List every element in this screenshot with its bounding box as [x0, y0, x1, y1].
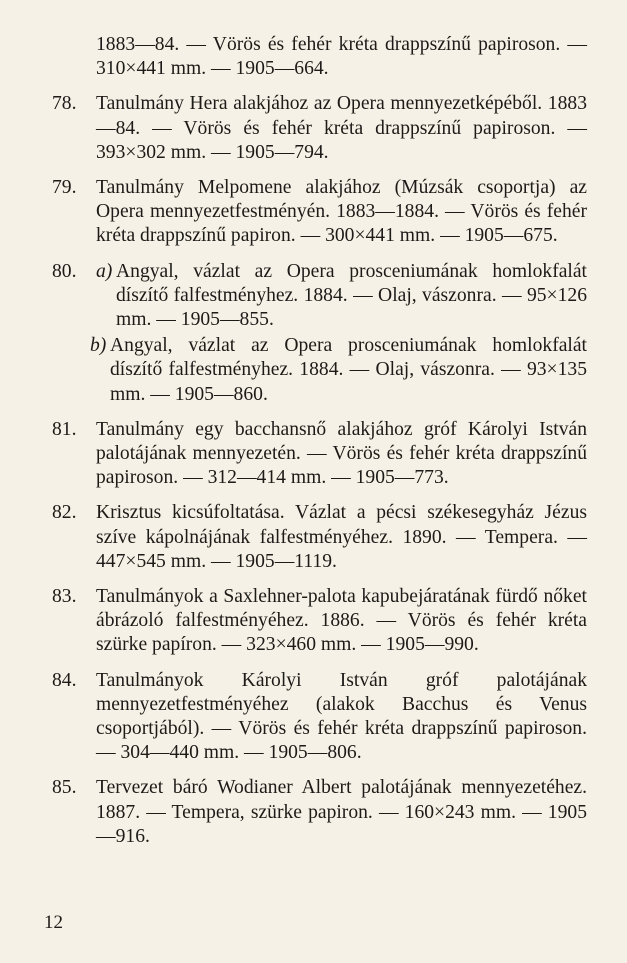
entry-text: Krisztus kicsúfoltatása. Vázlat a pécsi székesegyház Jézus szíve kápolnájának falfestményéhez. 1890. — Tempera. — 447×545 mm. — 1905—1119.	[96, 502, 587, 572]
sub-entry-b	[90, 334, 587, 407]
sub-entry-a	[96, 260, 587, 333]
entry-78	[52, 92, 587, 165]
entry-text: Tanulmány egy bacchansnő alakjához gróf Károlyi István palotájának mennyezetén. — Vörös és fehér kréta drappszínű papiroson. — 312—414 mm. — 1905—773.	[96, 418, 587, 489]
entry-85	[52, 776, 587, 849]
entry-text: Tanulmány Melpomene alakjához (Múzsák csoportja) az Opera mennyezetfestményén. 1883—1884. — Vörös és fehér kréta drappszínű papiron. — 300×441 mm. — 1905—675.	[96, 177, 587, 247]
catalog-text	[52, 33, 587, 860]
entry-number: 78.	[52, 93, 77, 115]
continued-entry-text: 1883—84. — Vörös és fehér kréta drappszínű papiroson. — 310×441 mm. — 1905—664.	[96, 34, 587, 80]
entry-text: Tanulmányok a Saxlehner-palota kapubejáratának fürdő nőket ábrázoló falfestményéhez. 1886. — Vörös és fehér kréta szürke papíron. — 323×460 mm. — 1905—990.	[96, 586, 587, 656]
entry-83	[52, 585, 587, 658]
continued-entry	[52, 33, 587, 81]
entry-number: 80.	[52, 260, 77, 282]
entry-text: Tanulmányok Károlyi István gróf palotájának mennyezetfestményéhez (alakok Bacchus és Venus csoportjából). — Vörös és fehér kréta drappszínű papiroson. — 304—440 mm. — 1905—806.	[96, 669, 587, 764]
entry-number: 84.	[52, 669, 77, 691]
entry-number: 83.	[52, 586, 77, 608]
entry-number: 79.	[52, 177, 77, 199]
sub-entry-text: Angyal, vázlat az Opera prosceniumának homlokfalát díszítő falfestményhez. 1884. — Olaj, vászonra. — 93×135 mm. — 1905—860.	[110, 335, 587, 405]
entry-81	[52, 418, 587, 491]
entry-80	[52, 260, 587, 407]
entry-text: Tanulmány Hera alakjához az Opera mennyezetképéből. 1883—84. — Vörös és fehér kréta drappszínű papiroson. — 393×302 mm. — 1905—794.	[96, 93, 587, 163]
sub-entry-text: Angyal, vázlat az Opera prosceniumának homlokfalát díszítő falfestményhez. 1884. — Olaj, vászonra. — 95×126 mm. — 1905—855.	[116, 260, 587, 331]
entry-84	[52, 669, 587, 766]
entry-79	[52, 176, 587, 249]
entry-text: Tervezet báró Wodianer Albert palotájának mennyezetéhez. 1887. — Tempera, szürke papiron. — 160×243 mm. — 1905—916.	[96, 777, 587, 847]
sub-entry-label: a)	[96, 260, 113, 282]
entry-82	[52, 501, 587, 574]
sub-entry-label: b)	[90, 335, 107, 357]
page-number: 12	[44, 912, 63, 933]
entry-number: 81.	[52, 418, 77, 440]
entry-number: 85.	[52, 777, 77, 799]
entry-number: 82.	[52, 502, 77, 524]
